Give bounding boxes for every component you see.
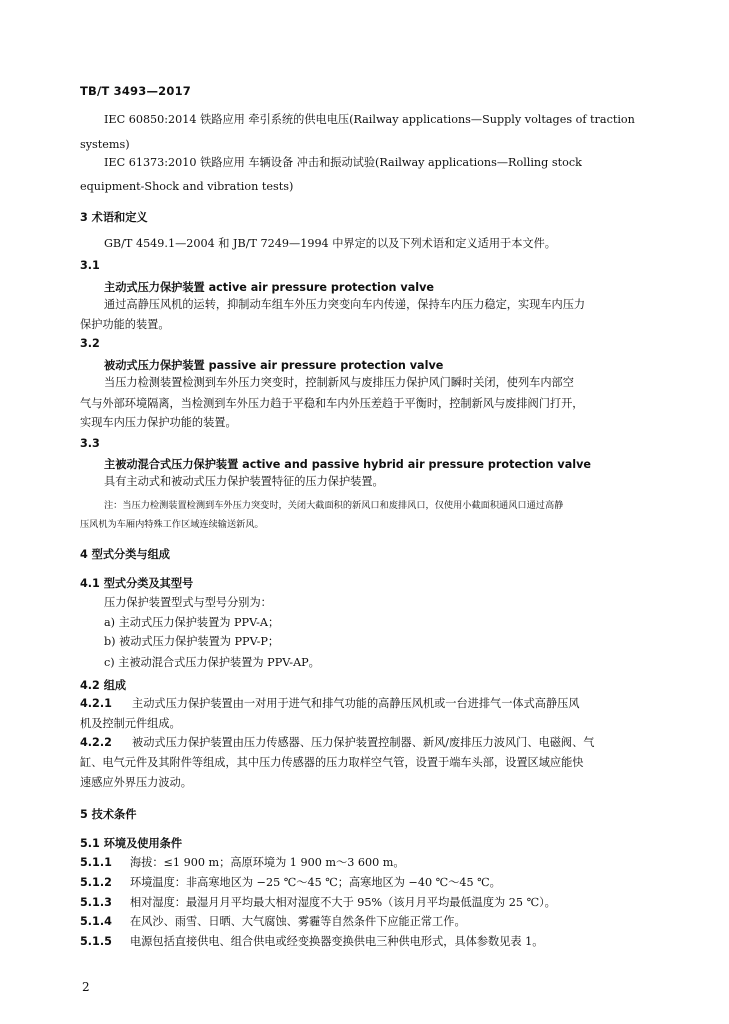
- clause-5-1-5-text: 电源包括直接供电、组合供电或经变换器变换供电三种供电形式，具体参数见表 1。: [130, 935, 544, 948]
- clause-4-2-1-text: 主动式压力保护装置由一对用于进气和排气功能的高静压风机或一台进排气一体式高静压风: [132, 697, 580, 710]
- clause-4-2-2-text: 被动式压力保护装置由压力传感器、压力保护装置控制器、新风/废排压力波风门、电磁阀、气: [132, 736, 595, 749]
- page-number: 2: [82, 980, 90, 994]
- clause-4-2-1-number: 4.2.1: [80, 697, 112, 710]
- clause-4-2-2-line1: [80, 736, 594, 750]
- term-3-2-title: 被动式压力保护装置 passive air pressure protection valve: [104, 359, 444, 372]
- term-3-2-definition-line2: 气与外部环境隔离，当检测到车外压力趋于平稳和车内外压差趋于平衡时，控制新风与废排阀门打开，: [80, 397, 584, 410]
- clause-5-1-2-text: 环境温度：非高寒地区为 −25 ℃～45 ℃；高寒地区为 −40 ℃～45 ℃。: [130, 876, 501, 889]
- term-3-1-definition-line2: 保护功能的装置。: [80, 318, 170, 331]
- clause-4-2-1-line2: 机及控制元件组成。: [80, 717, 181, 730]
- term-3-1-definition-line1: 通过高静压风机的运转，抑制动车组车外压力突变向车内传递，保持车内压力稳定，实现车内压力: [104, 298, 586, 311]
- list-item-b: b) 被动式压力保护装置为 PPV-P；: [104, 635, 280, 648]
- section-4-heading: 4 型式分类与组成: [80, 548, 170, 561]
- reference-iec61373-line1: IEC 61373:2010 铁路应用 车辆设备 冲击和振动试验(Railway applications—Rolling stock: [104, 156, 582, 169]
- clause-4-2-2-number: 4.2.2: [80, 736, 112, 749]
- clause-5-1-3: [80, 896, 556, 910]
- section-4-2-heading: 4.2 组成: [80, 679, 127, 692]
- list-item-a: a) 主动式压力保护装置为 PPV-A；: [104, 616, 280, 629]
- term-3-2-number: 3.2: [80, 337, 100, 350]
- section-4-1-heading: 4.1 型式分类及其型号: [80, 577, 194, 590]
- term-3-3-title: 主被动混合式压力保护装置 active and passive hybrid air pressure protection valve: [104, 458, 591, 471]
- clause-5-1-1: [80, 856, 405, 870]
- term-3-3-note-line2: 压风机为车厢内特殊工作区域连续输送新风。: [80, 519, 264, 530]
- term-3-2-definition-line1: 当压力检测装置检测到车外压力突变时，控制新风与废排压力保护风门瞬时关闭，使列车内部空: [104, 376, 574, 389]
- clause-5-1-3-text: 相对湿度：最湿月月平均最大相对湿度不大于 95%（该月月平均最低温度为 25 ℃）。: [130, 896, 556, 909]
- section-4-1-intro: 压力保护装置型式与型号分别为：: [104, 596, 272, 609]
- reference-iec60850-line2: systems): [80, 138, 130, 151]
- clause-5-1-3-number: 5.1.3: [80, 896, 112, 909]
- list-item-c: c) 主被动混合式压力保护装置为 PPV-AP。: [104, 656, 320, 669]
- clause-5-1-4-number: 5.1.4: [80, 915, 112, 928]
- clause-5-1-5: [80, 935, 543, 949]
- clause-5-1-4: [80, 915, 466, 929]
- clause-5-1-2-number: 5.1.2: [80, 876, 112, 889]
- clause-5-1-1-number: 5.1.1: [80, 856, 112, 869]
- clause-5-1-2: [80, 876, 501, 890]
- term-3-1-title: 主动式压力保护装置 active air pressure protection valve: [104, 281, 434, 294]
- term-3-2-definition-line3: 实现车内压力保护功能的装置。: [80, 416, 237, 429]
- section-3-heading: 3 术语和定义: [80, 211, 148, 224]
- section-5-heading: 5 技术条件: [80, 808, 137, 821]
- reference-iec61373-line2: equipment-Shock and vibration tests): [80, 180, 294, 193]
- reference-iec60850-line1: IEC 60850:2014 铁路应用 牵引系统的供电电压(Railway applications—Supply voltages of traction: [104, 113, 635, 126]
- clause-5-1-4-text: 在风沙、雨雪、日晒、大气腐蚀、雾霾等自然条件下应能正常工作。: [130, 915, 466, 928]
- clause-5-1-5-number: 5.1.5: [80, 935, 112, 948]
- term-3-1-number: 3.1: [80, 259, 100, 272]
- term-3-3-number: 3.3: [80, 437, 100, 450]
- standard-number: TB/T 3493—2017: [80, 84, 191, 98]
- term-3-3-definition-line1: 具有主动式和被动式压力保护装置特征的压力保护装置。: [104, 475, 384, 488]
- section-3-intro: GB/T 4549.1—2004 和 JB/T 7249—1994 中界定的以及下列术语和定义适用于本文件。: [104, 237, 556, 250]
- clause-4-2-2-line3: 速感应外界压力波动。: [80, 776, 192, 789]
- section-5-1-heading: 5.1 环境及使用条件: [80, 837, 183, 850]
- clause-4-2-1-line1: [80, 697, 580, 711]
- clause-5-1-1-text: 海拔：≤1 900 m；高原环境为 1 900 m～3 600 m。: [130, 856, 405, 869]
- clause-4-2-2-line2: 缸、电气元件及其附件等组成，其中压力传感器的压力取样空气管，设置于端车头部，设置区域应能快: [80, 756, 584, 769]
- term-3-3-note-line1: 注：当压力检测装置检测到车外压力突变时，关闭大截面积的新风口和废排风口，仅使用小截面积通风口通过高静: [104, 500, 564, 511]
